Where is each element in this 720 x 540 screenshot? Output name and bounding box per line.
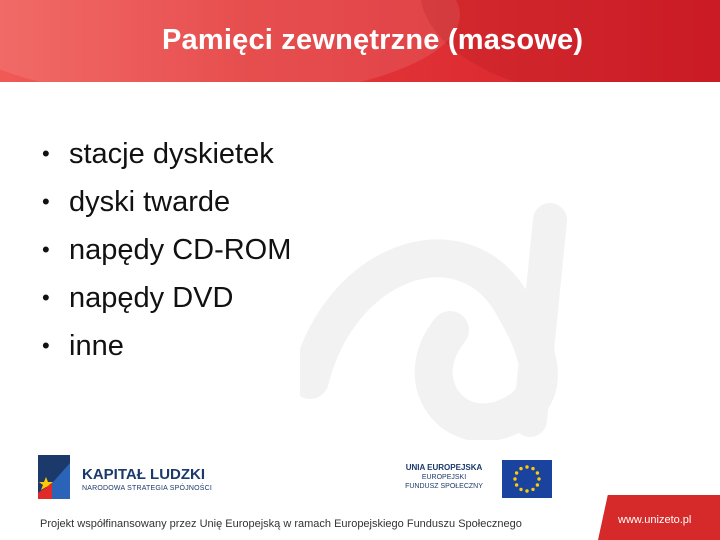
eu-line-1: UNIA EUROPEJSKA — [405, 463, 483, 472]
bullet-text: napędy DVD — [69, 281, 234, 314]
bullet-dot: • — [42, 237, 50, 262]
bullet-text: stacje dyskietek — [69, 137, 274, 170]
list-item — [42, 130, 291, 178]
bullet-dot: • — [42, 189, 50, 214]
bullet-dot: • — [42, 333, 50, 358]
list-item — [42, 226, 291, 274]
eu-line-3: FUNDUSZ SPOŁECZNY — [405, 483, 483, 490]
eu-line-2: EUROPEJSKI — [421, 474, 467, 481]
bullet-text: napędy CD-ROM — [69, 233, 292, 266]
slide-header — [0, 0, 720, 82]
kapital-ludzki-subtitle: NARODOWA STRATEGIA SPÓJNOŚCI — [82, 485, 213, 492]
kapital-ludzki-title: KAPITAŁ LUDZKI — [82, 466, 206, 483]
kapital-ludzki-emblem-icon — [36, 453, 72, 501]
bullet-text: inne — [69, 329, 124, 362]
bullet-dot: • — [42, 285, 50, 310]
slide-title: Pamięci zewnętrzne (masowe) — [162, 24, 584, 56]
bullet-text: dyski twarde — [69, 185, 231, 218]
eu-flag-icon — [502, 460, 552, 498]
list-item — [42, 274, 291, 322]
bullet-list — [42, 130, 291, 370]
list-item — [42, 322, 291, 370]
eu-logo-text — [398, 463, 490, 490]
footer-site-link[interactable]: www.unizeto.pl — [618, 514, 692, 526]
bullet-dot: • — [42, 141, 50, 166]
footer-funding-text: Projekt współfinansowany przez Unię Europejską w ramach Europejskiego Funduszu Społecznego — [40, 518, 522, 530]
watermark-logo-icon — [300, 180, 720, 440]
list-item — [42, 178, 291, 226]
